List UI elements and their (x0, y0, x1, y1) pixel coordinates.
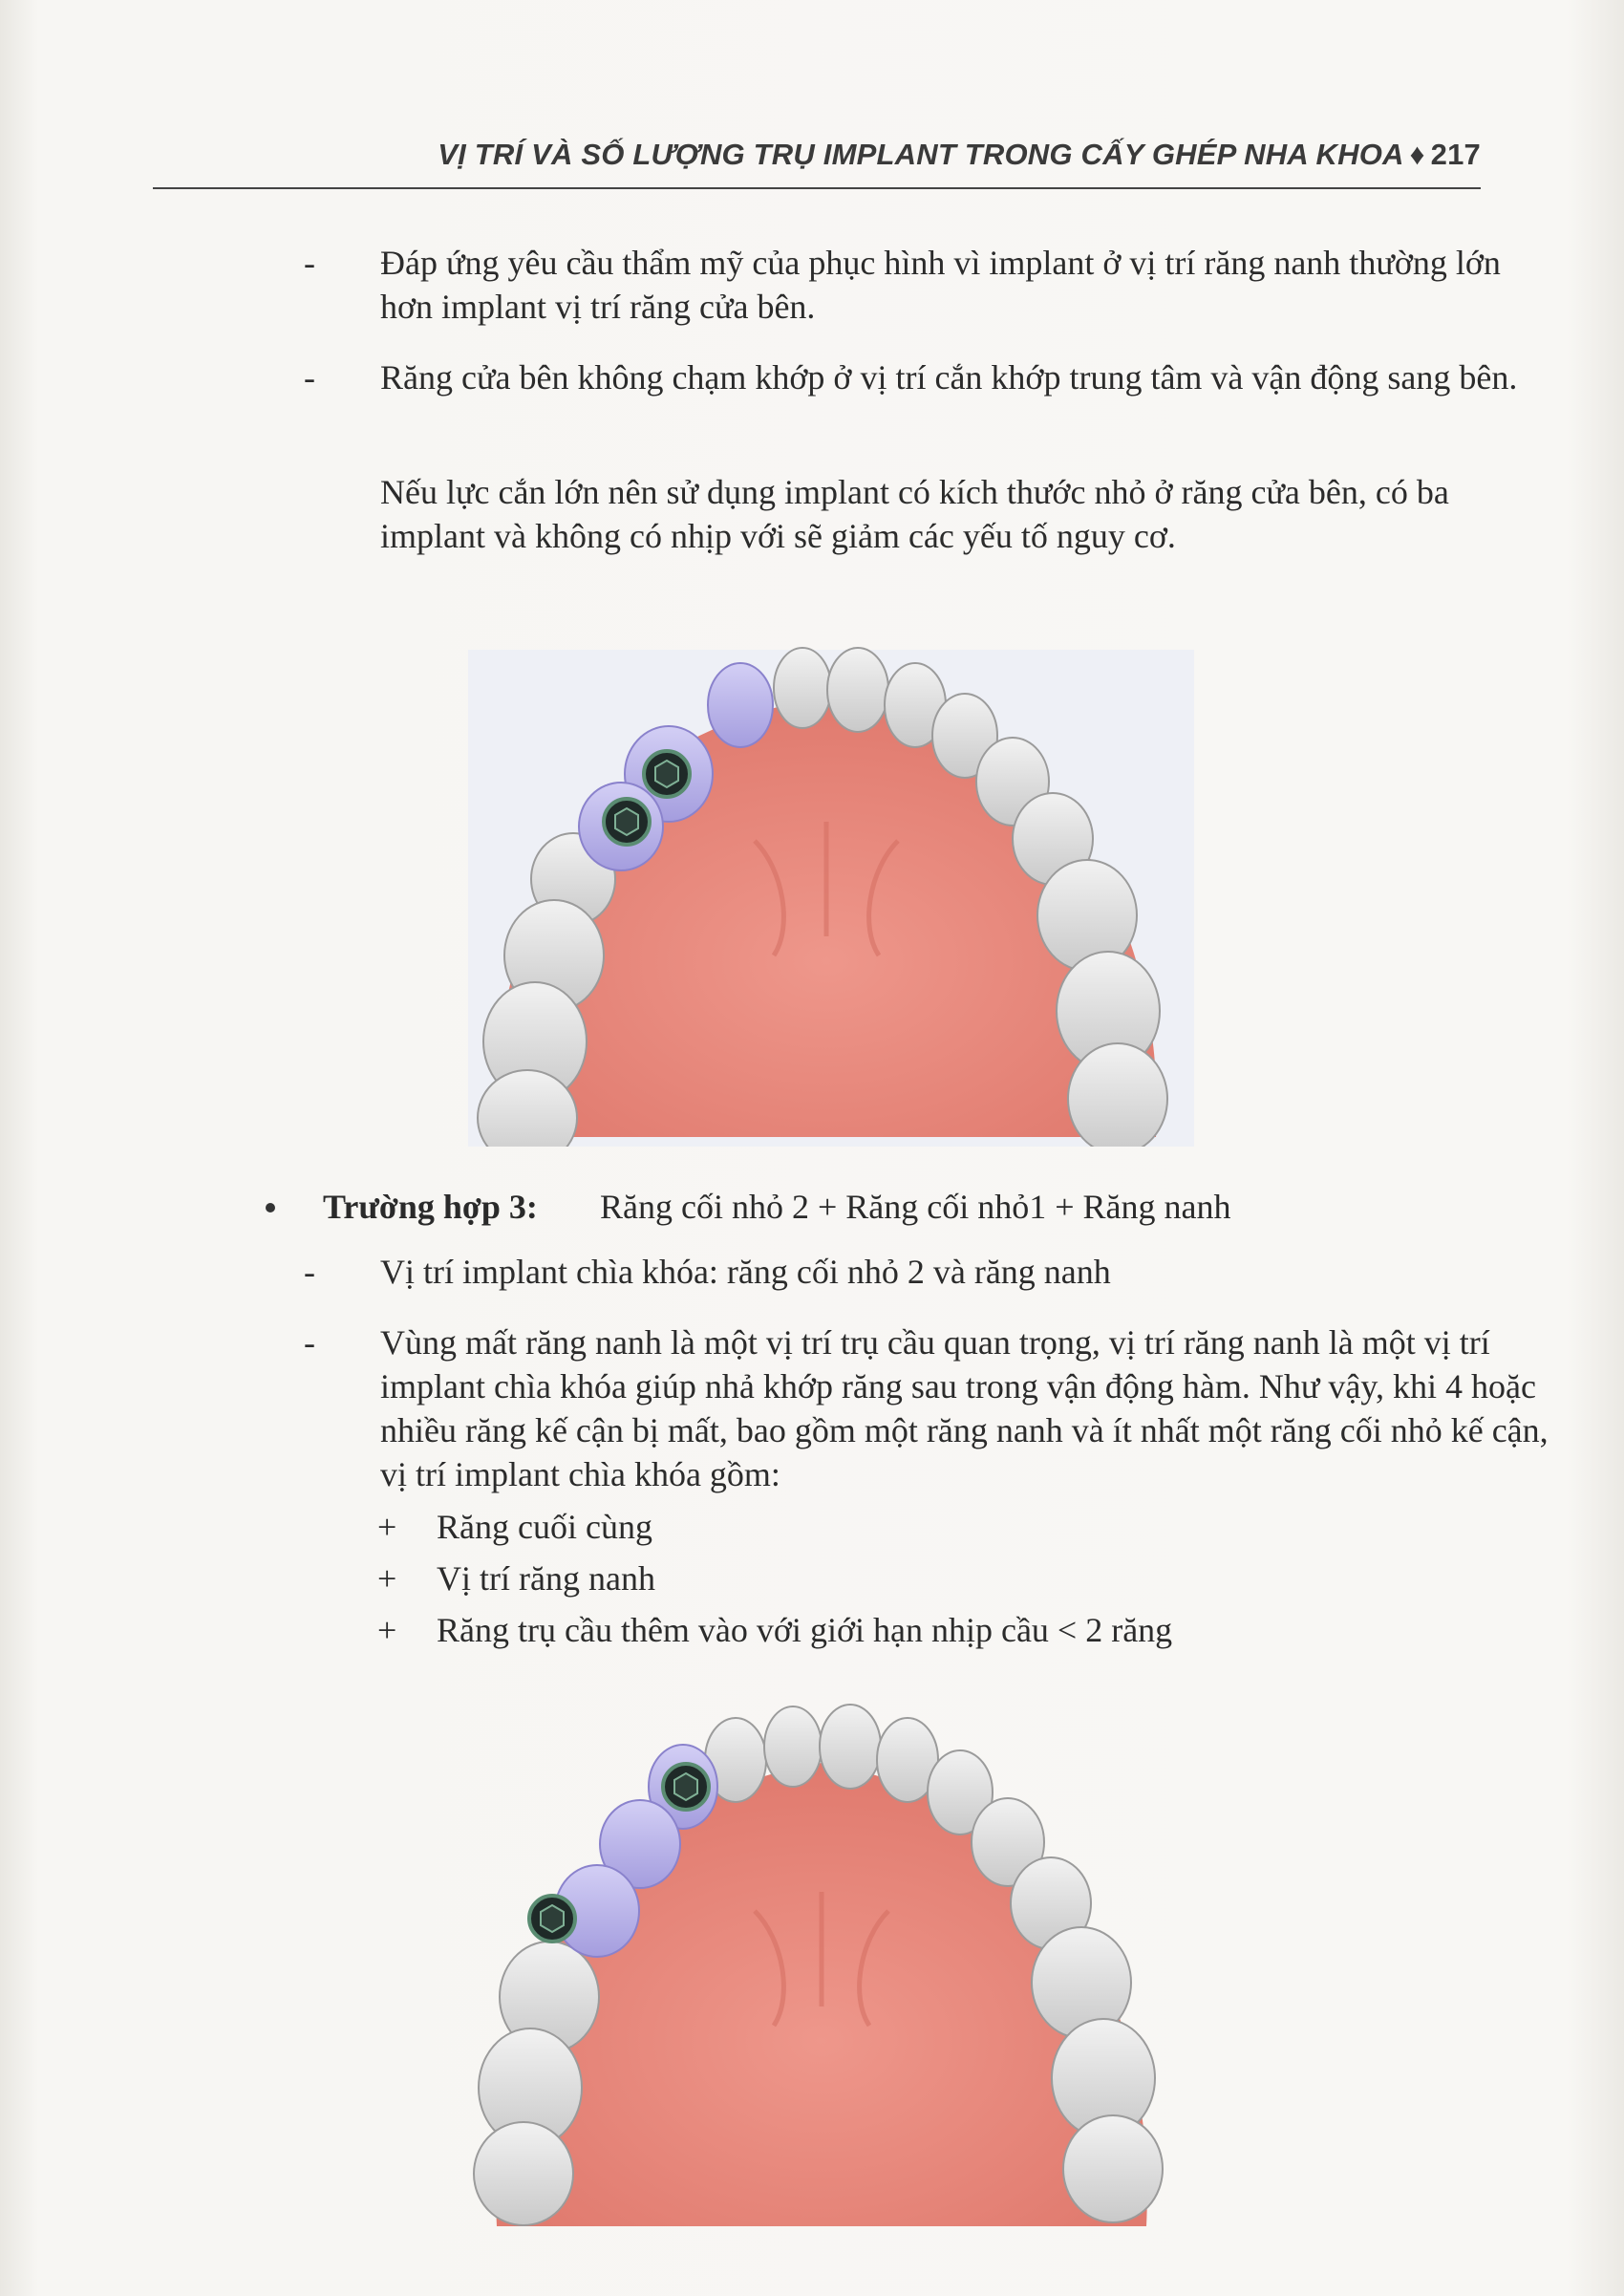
bullet-marker (266, 1203, 275, 1212)
tooth (827, 648, 888, 732)
list-item (304, 1250, 1485, 1294)
page-number: 217 (1430, 138, 1481, 171)
tooth (474, 2122, 573, 2225)
tooth (1063, 2115, 1163, 2222)
dash-marker: - (304, 1253, 315, 1291)
running-header (153, 134, 1481, 189)
case-description: Răng cối nhỏ 2 + Răng cối nhỏ1 + Răng nanh (600, 1188, 1231, 1226)
list-item-text: Đáp ứng yêu cầu thẩm mỹ của phục hình vì implant ở vị trí răng nanh thường lớn hơn implant vị trí răng cửa bên. (380, 244, 1501, 326)
dental-arch-figure-1 (449, 640, 1204, 1147)
tooth (774, 648, 831, 728)
list-item (304, 1320, 1549, 1496)
plus-marker: + (377, 1611, 397, 1649)
replaced-tooth (708, 663, 773, 747)
case-3-heading (266, 1185, 1507, 1229)
plus-marker: + (377, 1508, 397, 1546)
dental-arch-figure-2 (439, 1691, 1204, 2226)
list-item-text: Vị trí implant chìa khóa: răng cối nhỏ 2 và răng nanh (380, 1253, 1111, 1291)
plus-marker: + (377, 1559, 397, 1598)
sub-list-item-text: Răng trụ cầu thêm vào với giới hạn nhịp cầu < 2 răng (437, 1611, 1173, 1649)
dash-marker: - (304, 244, 315, 282)
tooth (820, 1705, 881, 1789)
list-item (304, 355, 1518, 443)
paragraph: Nếu lực cắn lớn nên sử dụng implant có kích thước nhỏ ở răng cửa bên, có ba implant và không có nhịp với sẽ giảm các yếu tố nguy cơ. (380, 473, 1449, 555)
case-label: Trường hợp 3: (323, 1188, 538, 1226)
header-title: VỊ TRÍ VÀ SỐ LƯỢNG TRỤ IMPLANT TRONG CẤY GHÉP NHA KHOA (438, 138, 1404, 171)
tooth (1068, 1043, 1167, 1147)
header-separator: ♦ (1409, 138, 1425, 171)
list-item-text: Răng cửa bên không chạm khớp ở vị trí cắn khớp trung tâm và vận động sang bên. (380, 358, 1518, 397)
dash-marker: - (304, 1323, 315, 1362)
sub-list-item-text: Răng cuối cùng (437, 1508, 652, 1546)
list-item-text: Vùng mất răng nanh là một vị trí trụ cầu quan trọng, vị trí răng nanh là một vị trí implant chìa khóa giúp nhả khớp răng sau trong vận động hàm. Như vậy, khi 4 hoặc nhiều răng kế cận bị mất, bao gồm một răng nanh và ít nhất một răng cối nhỏ kế cận, vị trí implant chìa khóa gồm: (380, 1323, 1549, 1493)
dash-marker: - (304, 358, 315, 397)
sub-list-item-text: Vị trí răng nanh (437, 1559, 655, 1598)
list-item (304, 241, 1501, 329)
tooth (764, 1706, 822, 1787)
